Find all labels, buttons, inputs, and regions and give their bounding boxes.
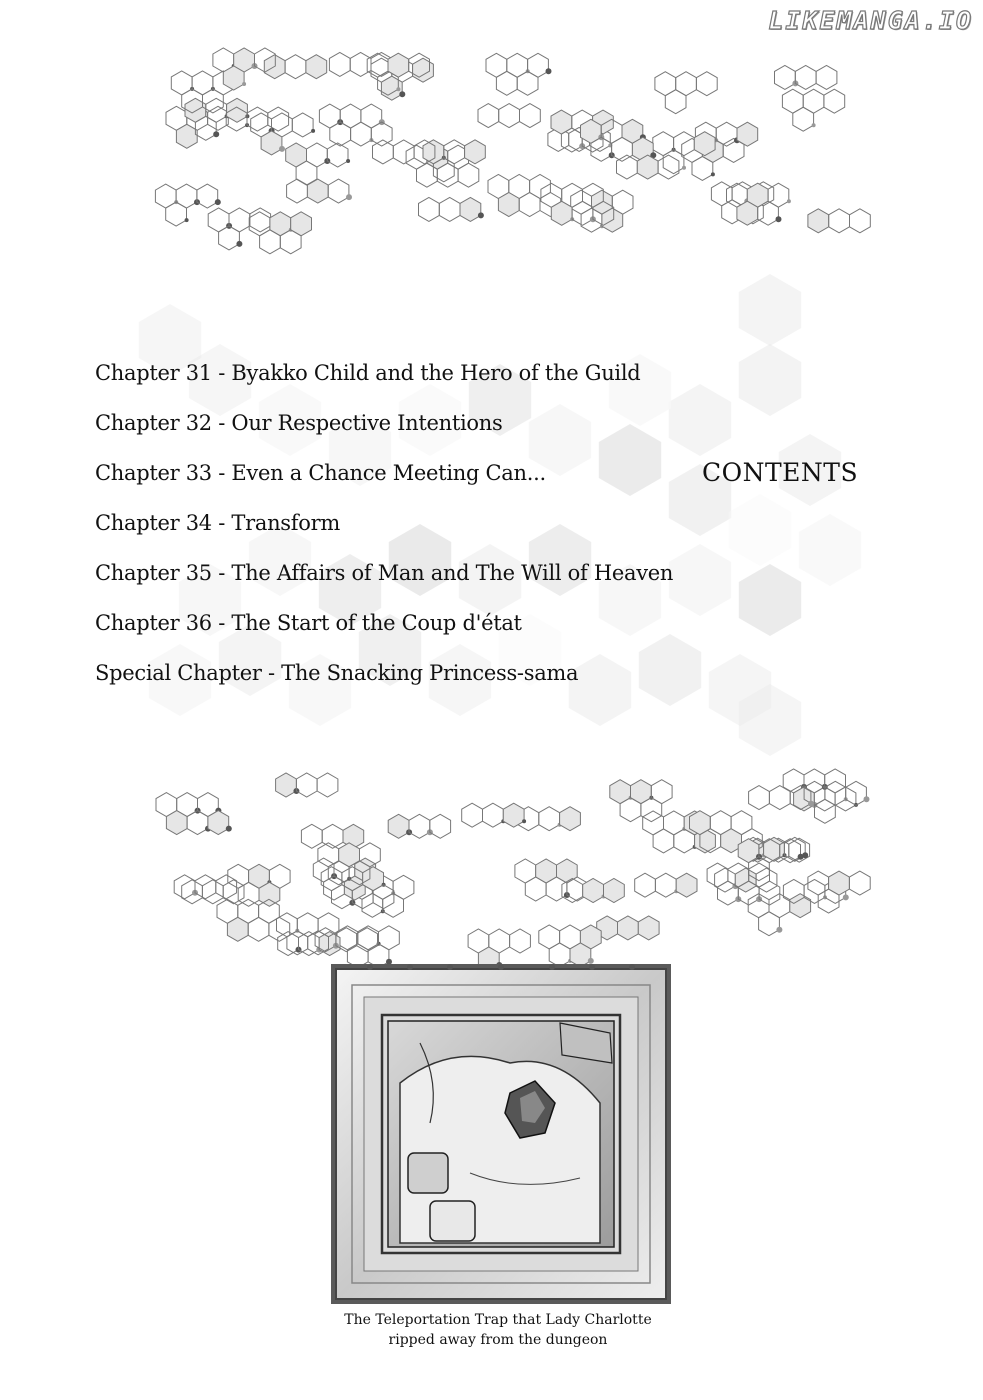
image-caption: [300, 1310, 696, 1350]
caption-line-1: The Teleportation Trap that Lady Charlotte: [344, 1312, 652, 1328]
toc-item-chapter-34[interactable]: Chapter 34 - Transform: [95, 511, 340, 535]
site-watermark: LIKEMANGA.IO: [768, 6, 973, 35]
toc-item-chapter-33[interactable]: Chapter 33 - Even a Chance Meeting Can...: [95, 461, 546, 485]
toc-item-special-chapter[interactable]: Special Chapter - The Snacking Princess-sama: [95, 661, 579, 685]
toc-item-chapter-36[interactable]: Chapter 36 - The Start of the Coup d'état: [95, 611, 522, 635]
toc-item-chapter-35[interactable]: Chapter 35 - The Affairs of Man and The Will of Heaven: [95, 561, 674, 585]
table-of-contents: [95, 348, 735, 698]
contents-title: CONTENTS: [702, 458, 859, 487]
caption-line-2: ripped away from the dungeon: [388, 1332, 608, 1348]
toc-item-chapter-32[interactable]: Chapter 32 - Our Respective Intentions: [95, 411, 503, 435]
toc-item-chapter-31[interactable]: Chapter 31 - Byakko Child and the Hero of the Guild: [95, 361, 641, 385]
ornate-picture-frame-icon: [330, 963, 672, 1305]
